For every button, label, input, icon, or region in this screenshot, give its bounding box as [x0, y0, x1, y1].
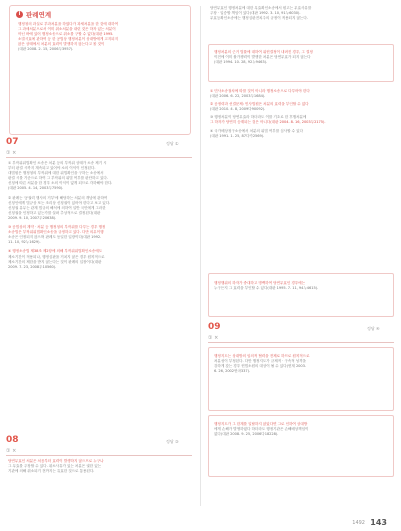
text-line: ② 판례는 '공권력 행사의 거부'에 해당하는 처분의 개념에 관하여 [8, 195, 108, 200]
text-line: 판결 시를 기준으로 하여 그 부작위의 위법 여부를 판단하고 있다. [8, 176, 108, 181]
right-top-text [210, 6, 394, 21]
q07-body [8, 161, 190, 270]
right-items [210, 89, 394, 139]
question-number: 09 [208, 322, 221, 332]
tip-line: 않은 상태에서 처분의 효력이 발생하지 않는다고 볼 것이 [18, 42, 105, 47]
text-line: 신청에 따른 처분을 한 경우 소의 이익이 없게 되므로 각하해야 한다. [8, 181, 113, 186]
ox-marks: ① × [208, 335, 219, 341]
question-rule [6, 455, 192, 456]
footer-label: 1492 [352, 520, 365, 526]
text-line: 행정처분의 근거 법률에 대하여 위헌결정이 내려진 경우, 그 결정 [214, 50, 313, 54]
q09-body-box [208, 347, 394, 411]
text-line: 신청인에게 법규상 또는 조리상 신청권이 있어야 한다고 보고 있다. [8, 200, 111, 205]
answer-label: 정답 ① [166, 141, 179, 146]
question-number: 08 [6, 435, 19, 445]
text-line: ④ 행정소송법 제38조 제2항에 의해 부작위위법확인소송에도 [8, 249, 103, 254]
text-line: 이전에 이미 불가쟁력이 발생한 처분은 당연무효가 되지 않는다 [214, 55, 311, 60]
text-line: ③ 공법상의 계약 · 처분 등 행정청의 부작위를 다투는 경우 행정 [8, 225, 106, 230]
text-line: 행정지도가 그 한계를 일탈하지 않았다면 그로 인하여 상대방 [214, 422, 308, 426]
text-line: 행정지도는 상대방의 임의적 협력을 전제로 하므로 원칙적으로 [214, 354, 310, 358]
text-line: 주장 · 입증할 책임이 있다(대판 1992. 3. 10, 91누6030). [210, 11, 301, 16]
text-line: 부터 판결 시까지 계속되고 있어야 소의 이익이 인정된다. [8, 166, 96, 171]
text-line: 신청권을 인정하고 있는가를 살펴 추상적으로 결정된다(대판 [8, 210, 101, 215]
text-line: 그 무효를 주장할 수 있다. 취소사유가 있는 처분은 권한 있는 [8, 464, 102, 469]
text-line: 당연무효인 행정처분에 대한 무효확인소송에서 원고는 무효사유를 [210, 6, 312, 10]
text-line: ② 공정력과 선결문제: 민사법원은 처분의 효력을 부인할 수 없다 [210, 102, 309, 107]
note-box [208, 44, 394, 82]
question-number: 07 [6, 137, 19, 147]
text-line: 행정행위의 하자가 중대하고 명백하여 당연무효인 경우에는 [214, 281, 305, 285]
tip-body [18, 22, 184, 53]
text-line: 제소기간이 적용되나, 행정심판을 거치지 않은 경우 원칙적으로 [8, 254, 105, 259]
text-line: ④ 국가배상청구소송에서 처분의 위법 여부를 심사할 수 있다 [210, 128, 303, 133]
tip-line: (대판 2008. 2. 15, 2006두3957). [18, 47, 74, 52]
text-line: (대판 1991. 1. 25, 87다카2569). [210, 133, 265, 138]
ox-marks: ① × [6, 150, 17, 156]
text-line: 강하게 갖는 경우 헌법소원의 대상이 될 수 있다(헌재 2003. [214, 364, 306, 369]
text-line: 2009. 9. 10, 2007두20638). [8, 215, 57, 220]
text-line: 기관에 의해 취소되기 전까지는 유효한 것으로 통용된다. [8, 469, 95, 474]
text-line: (대판 2006. 6. 22, 2003두1684). [210, 94, 266, 99]
tip-line: 아닌 바에 있어 행정소송으로 취소를 구할 수 없다(대판 1995. [18, 32, 114, 37]
question-rule [208, 342, 394, 343]
text-line: 누구든지 그 효력을 부인할 수 있다(대판 1995. 7. 11, 94누4615). [214, 286, 319, 291]
text-line: 그 하자가 당연히 승계되는 것은 아니다(대판 2004. 8. 16, 2003두2175). [210, 120, 326, 125]
text-line: 2009. 7. 23, 2008두10560). [8, 264, 57, 269]
text-line: 소송은 인정되지 않으며 판례도 동일한 입장이다(대판 1992. [8, 235, 102, 240]
tip-line: 소멸시효에 관하여 등 한 공법상 행정처분이 상대방에게 고지되지 [18, 37, 119, 42]
tip-line: 그 과세처분으로서 이미 취소처분을 내린 것은 하자 있는 처분이 [18, 27, 116, 32]
info-icon: i [16, 11, 23, 18]
text-line: (대판 1994. 10. 28, 92누9463). [214, 60, 268, 65]
text-line: 대법원은 행정청의 부작위에 대한 위법확인을 구하는 소송에서 [8, 171, 104, 176]
text-line: 소송법은 부작위위법확인소송을 규정하고 있다. 다만 의무이행 [8, 230, 104, 235]
text-line: ① 부작위위법확인 소송은 처분 등의 부작위 상태가 소송 제기 시 [8, 161, 107, 165]
answer-label: 정답 ④ [367, 326, 380, 331]
ox-marks: ① × [6, 448, 17, 454]
note-box [208, 273, 394, 317]
text-line: 신청권 유무는 관계 법규의 해석에 의하여 일반 국민에게 그러한 [8, 205, 106, 210]
column-divider [200, 6, 201, 506]
tip-box [9, 5, 191, 135]
answer-label: 정답 ③ [166, 439, 179, 444]
text-line: (대판 2005. 4. 14, 2003두7590). [8, 186, 64, 191]
tip-line: 행정청의 과실로 부과처분을 하였다가 과세처분을 한 것에 대하여 [18, 22, 119, 26]
text-line: 에게 손해가 발생하였다 하더라도 행정기관은 손해배상책임이 [214, 427, 309, 432]
page-number: 143 [370, 518, 387, 527]
text-line: 제소기간의 제한을 받지 않는다는 것이 판례의 입장이다(대판 [8, 259, 102, 264]
question-rule [6, 157, 192, 158]
text-line: 없다(대판 2008. 9. 25, 2006다18228). [214, 432, 279, 437]
text-line: 11. 10, 92누1629). [8, 240, 41, 245]
tip-title: i 판례연계 [16, 10, 51, 19]
text-line: 당연무효인 처분은 처음부터 효력이 발생하지 않으므로 누구나 [8, 459, 104, 463]
text-line: 6. 26, 2002헌마337). [214, 369, 251, 374]
q09-note-box [208, 415, 394, 477]
q08-body [8, 459, 190, 474]
text-line: ① 민사소송절차에 따를 것이 아니라 행정소송으로 다투어야 한다 [210, 89, 310, 93]
text-line: (대판 2010. 4. 8, 2009다90092). [210, 107, 266, 112]
text-line: ③ 행정처분이 당연무효라 하더라도 이를 기초로 한 후행처분에 [210, 115, 307, 120]
text-line: 처분성이 부정된다. 다만 행정지도가 규제적 · 구속적 성격을 [214, 359, 306, 364]
text-line: 무효등확인소송에는 행정심판전치주의 규정이 적용되지 않는다. [210, 16, 308, 21]
